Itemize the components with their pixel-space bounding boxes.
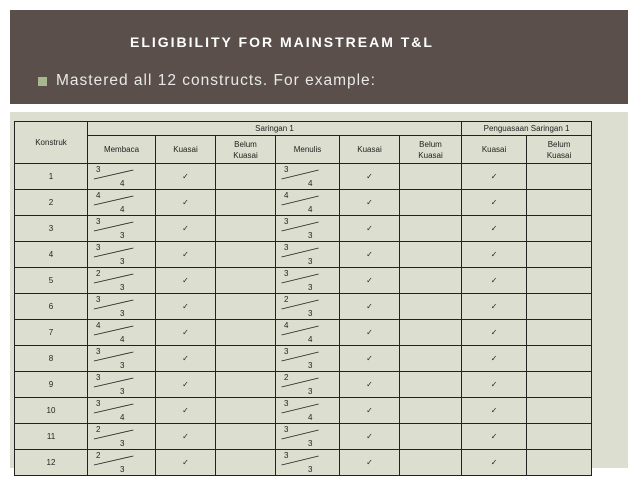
kuasai-checkmark-icon: ✓: [156, 190, 216, 216]
fraction-numerator: 4: [96, 321, 101, 330]
kuasai-checkmark-icon: ✓: [340, 346, 400, 372]
penguasaan-kuasai-checkmark-icon: ✓: [462, 320, 527, 346]
kuasai-checkmark-icon: ✓: [340, 242, 400, 268]
penguasaan-belum-kuasai-cell: [527, 372, 592, 398]
penguasaan-belum-kuasai-cell: [527, 164, 592, 190]
penguasaan-belum-kuasai-cell: [527, 268, 592, 294]
kuasai-checkmark-icon: ✓: [156, 424, 216, 450]
fraction-denominator: 3: [120, 283, 125, 292]
kuasai-checkmark-icon: ✓: [340, 190, 400, 216]
penguasaan-kuasai-checkmark-icon: ✓: [462, 294, 527, 320]
belum-kuasai-cell: [400, 190, 462, 216]
fraction-numerator: 3: [284, 451, 289, 460]
table-row: [15, 450, 592, 476]
fraction: [88, 346, 155, 371]
header-penguasaan-saringan-1: Penguasaan Saringan 1: [462, 122, 592, 136]
kuasai-checkmark-icon: ✓: [340, 164, 400, 190]
fraction-numerator: 4: [284, 321, 289, 330]
header-belum-kuasai-penguasaan: [527, 136, 592, 164]
fraction-numerator: 3: [96, 295, 101, 304]
table-row: [15, 346, 592, 372]
menulis-score: [276, 424, 340, 450]
fraction-denominator: 3: [120, 309, 125, 318]
kuasai-checkmark-icon: ✓: [340, 450, 400, 476]
fraction-denominator: 4: [308, 205, 313, 214]
fraction: [276, 398, 339, 423]
konstruk-number: 5: [15, 268, 88, 294]
membaca-score: [88, 450, 156, 476]
header-membaca: Membaca: [88, 136, 156, 164]
fraction-numerator: 2: [284, 295, 289, 304]
kuasai-checkmark-icon: ✓: [340, 216, 400, 242]
header-belum-text: Belum: [234, 139, 257, 149]
penguasaan-kuasai-checkmark-icon: ✓: [462, 346, 527, 372]
penguasaan-belum-kuasai-cell: [527, 190, 592, 216]
belum-kuasai-cell: [216, 424, 276, 450]
fraction: [88, 450, 155, 475]
kuasai-checkmark-icon: ✓: [340, 398, 400, 424]
fraction-numerator: 3: [284, 425, 289, 434]
fraction: [276, 346, 339, 371]
fraction-denominator: 4: [308, 335, 313, 344]
membaca-score: [88, 242, 156, 268]
belum-kuasai-cell: [216, 190, 276, 216]
belum-kuasai-cell: [400, 164, 462, 190]
kuasai-checkmark-icon: ✓: [156, 294, 216, 320]
fraction-denominator: 3: [308, 309, 313, 318]
fraction-denominator: 3: [308, 231, 313, 240]
table-row: [15, 242, 592, 268]
fraction-numerator: 3: [284, 269, 289, 278]
table-body: [15, 164, 592, 476]
fraction-numerator: 3: [284, 399, 289, 408]
menulis-score: [276, 216, 340, 242]
menulis-score: [276, 398, 340, 424]
belum-kuasai-cell: [216, 242, 276, 268]
eligibility-table: [14, 121, 592, 476]
konstruk-number: 4: [15, 242, 88, 268]
header-konstruk: Konstruk: [15, 122, 88, 164]
fraction-numerator: 3: [284, 165, 289, 174]
membaca-score: [88, 216, 156, 242]
fraction-numerator: 3: [96, 217, 101, 226]
penguasaan-kuasai-checkmark-icon: ✓: [462, 424, 527, 450]
kuasai-checkmark-icon: ✓: [156, 372, 216, 398]
konstruk-number: 12: [15, 450, 88, 476]
fraction-denominator: 3: [120, 231, 125, 240]
fraction-denominator: 4: [308, 413, 313, 422]
penguasaan-belum-kuasai-cell: [527, 216, 592, 242]
penguasaan-kuasai-checkmark-icon: ✓: [462, 216, 527, 242]
penguasaan-belum-kuasai-cell: [527, 320, 592, 346]
konstruk-number: 11: [15, 424, 88, 450]
fraction-numerator: 2: [96, 425, 101, 434]
membaca-score: [88, 190, 156, 216]
fraction-numerator: 3: [96, 165, 101, 174]
fraction-denominator: 3: [120, 465, 125, 474]
fraction-numerator: 4: [96, 191, 101, 200]
penguasaan-kuasai-checkmark-icon: ✓: [462, 372, 527, 398]
belum-kuasai-cell: [400, 398, 462, 424]
fraction: [276, 372, 339, 397]
belum-kuasai-cell: [400, 216, 462, 242]
penguasaan-belum-kuasai-cell: [527, 294, 592, 320]
fraction-denominator: 3: [120, 387, 125, 396]
membaca-score: [88, 164, 156, 190]
fraction: [276, 242, 339, 267]
belum-kuasai-cell: [400, 294, 462, 320]
konstruk-number: 3: [15, 216, 88, 242]
kuasai-checkmark-icon: ✓: [156, 450, 216, 476]
menulis-score: [276, 450, 340, 476]
belum-kuasai-cell: [400, 346, 462, 372]
table-row: [15, 320, 592, 346]
fraction: [88, 398, 155, 423]
penguasaan-kuasai-checkmark-icon: ✓: [462, 164, 527, 190]
membaca-score: [88, 372, 156, 398]
membaca-score: [88, 320, 156, 346]
konstruk-number: 7: [15, 320, 88, 346]
fraction: [88, 372, 155, 397]
fraction: [88, 216, 155, 241]
fraction: [88, 242, 155, 267]
fraction: [88, 190, 155, 215]
header-kuasai-text: Kuasai: [233, 150, 258, 160]
fraction: [276, 320, 339, 345]
fraction: [88, 320, 155, 345]
belum-kuasai-cell: [400, 450, 462, 476]
kuasai-checkmark-icon: ✓: [156, 242, 216, 268]
belum-kuasai-cell: [216, 164, 276, 190]
penguasaan-belum-kuasai-cell: [527, 346, 592, 372]
kuasai-checkmark-icon: ✓: [156, 320, 216, 346]
square-bullet-icon: [38, 77, 47, 86]
table-row: [15, 190, 592, 216]
header-belum-kuasai-menulis: [400, 136, 462, 164]
fraction-denominator: 3: [308, 465, 313, 474]
menulis-score: [276, 372, 340, 398]
fraction-denominator: 4: [120, 205, 125, 214]
membaca-score: [88, 268, 156, 294]
fraction: [276, 164, 339, 189]
konstruk-number: 2: [15, 190, 88, 216]
penguasaan-belum-kuasai-cell: [527, 450, 592, 476]
header-belum-text: Belum: [419, 139, 442, 149]
membaca-score: [88, 294, 156, 320]
table-row: [15, 164, 592, 190]
konstruk-number: 9: [15, 372, 88, 398]
belum-kuasai-cell: [400, 372, 462, 398]
belum-kuasai-cell: [400, 424, 462, 450]
menulis-score: [276, 164, 340, 190]
menulis-score: [276, 190, 340, 216]
header-kuasai-penguasaan: Kuasai: [462, 136, 527, 164]
penguasaan-kuasai-checkmark-icon: ✓: [462, 190, 527, 216]
title-banner: [10, 10, 628, 104]
slide-title: ELIGIBILITY FOR MAINSTREAM T&L: [130, 34, 434, 50]
header-kuasai-text: Kuasai: [546, 150, 572, 160]
fraction: [276, 294, 339, 319]
kuasai-checkmark-icon: ✓: [156, 346, 216, 372]
kuasai-checkmark-icon: ✓: [340, 268, 400, 294]
penguasaan-kuasai-checkmark-icon: ✓: [462, 398, 527, 424]
penguasaan-belum-kuasai-cell: [527, 242, 592, 268]
kuasai-checkmark-icon: ✓: [340, 372, 400, 398]
table-row: [15, 268, 592, 294]
fraction-numerator: 3: [96, 399, 101, 408]
fraction-numerator: 3: [96, 243, 101, 252]
header-belum-kuasai-membaca: [216, 136, 276, 164]
fraction: [276, 190, 339, 215]
fraction-numerator: 4: [284, 191, 289, 200]
table-row: [15, 294, 592, 320]
fraction-denominator: 3: [308, 283, 313, 292]
fraction: [276, 216, 339, 241]
kuasai-checkmark-icon: ✓: [340, 320, 400, 346]
bullet-text: Mastered all 12 constructs. For example:: [56, 72, 376, 89]
menulis-score: [276, 268, 340, 294]
fraction: [88, 164, 155, 189]
fraction-denominator: 3: [120, 257, 125, 266]
fraction-numerator: 2: [96, 269, 101, 278]
fraction-denominator: 3: [308, 257, 313, 266]
fraction-numerator: 3: [284, 347, 289, 356]
fraction: [88, 294, 155, 319]
belum-kuasai-cell: [216, 372, 276, 398]
penguasaan-belum-kuasai-cell: [527, 424, 592, 450]
konstruk-number: 6: [15, 294, 88, 320]
fraction-numerator: 3: [284, 243, 289, 252]
konstruk-number: 1: [15, 164, 88, 190]
membaca-score: [88, 346, 156, 372]
header-belum-text: Belum: [547, 139, 571, 149]
menulis-score: [276, 242, 340, 268]
table-row: [15, 424, 592, 450]
membaca-score: [88, 398, 156, 424]
fraction: [276, 424, 339, 449]
belum-kuasai-cell: [216, 398, 276, 424]
table-row: [15, 372, 592, 398]
fraction: [276, 450, 339, 475]
fraction-denominator: 3: [120, 361, 125, 370]
kuasai-checkmark-icon: ✓: [340, 294, 400, 320]
penguasaan-kuasai-checkmark-icon: ✓: [462, 450, 527, 476]
kuasai-checkmark-icon: ✓: [156, 164, 216, 190]
menulis-score: [276, 320, 340, 346]
kuasai-checkmark-icon: ✓: [156, 216, 216, 242]
kuasai-checkmark-icon: ✓: [340, 424, 400, 450]
fraction-denominator: 4: [120, 335, 125, 344]
konstruk-number: 10: [15, 398, 88, 424]
header-kuasai-menulis: Kuasai: [340, 136, 400, 164]
belum-kuasai-cell: [216, 346, 276, 372]
fraction: [276, 268, 339, 293]
fraction-denominator: 3: [308, 439, 313, 448]
fraction-denominator: 4: [120, 413, 125, 422]
membaca-score: [88, 424, 156, 450]
fraction-denominator: 3: [308, 361, 313, 370]
fraction-denominator: 4: [120, 179, 125, 188]
belum-kuasai-cell: [216, 216, 276, 242]
fraction-numerator: 2: [96, 451, 101, 460]
fraction-numerator: 3: [96, 347, 101, 356]
belum-kuasai-cell: [400, 268, 462, 294]
fraction-denominator: 4: [308, 179, 313, 188]
menulis-score: [276, 294, 340, 320]
header-kuasai-text: Kuasai: [418, 150, 443, 160]
fraction-numerator: 3: [96, 373, 101, 382]
kuasai-checkmark-icon: ✓: [156, 268, 216, 294]
table-row: [15, 398, 592, 424]
fraction-denominator: 3: [120, 439, 125, 448]
belum-kuasai-cell: [216, 268, 276, 294]
menulis-score: [276, 346, 340, 372]
fraction-denominator: 3: [308, 387, 313, 396]
belum-kuasai-cell: [216, 450, 276, 476]
table-row: [15, 216, 592, 242]
belum-kuasai-cell: [400, 320, 462, 346]
fraction: [88, 424, 155, 449]
bullet-point: [38, 72, 376, 90]
belum-kuasai-cell: [216, 294, 276, 320]
fraction-numerator: 2: [284, 373, 289, 382]
kuasai-checkmark-icon: ✓: [156, 398, 216, 424]
penguasaan-belum-kuasai-cell: [527, 398, 592, 424]
fraction: [88, 268, 155, 293]
penguasaan-kuasai-checkmark-icon: ✓: [462, 268, 527, 294]
konstruk-number: 8: [15, 346, 88, 372]
header-kuasai-membaca: Kuasai: [156, 136, 216, 164]
header-menulis: Menulis: [276, 136, 340, 164]
header-saringan-1: Saringan 1: [88, 122, 462, 136]
penguasaan-kuasai-checkmark-icon: ✓: [462, 242, 527, 268]
fraction-numerator: 3: [284, 217, 289, 226]
belum-kuasai-cell: [216, 320, 276, 346]
belum-kuasai-cell: [400, 242, 462, 268]
